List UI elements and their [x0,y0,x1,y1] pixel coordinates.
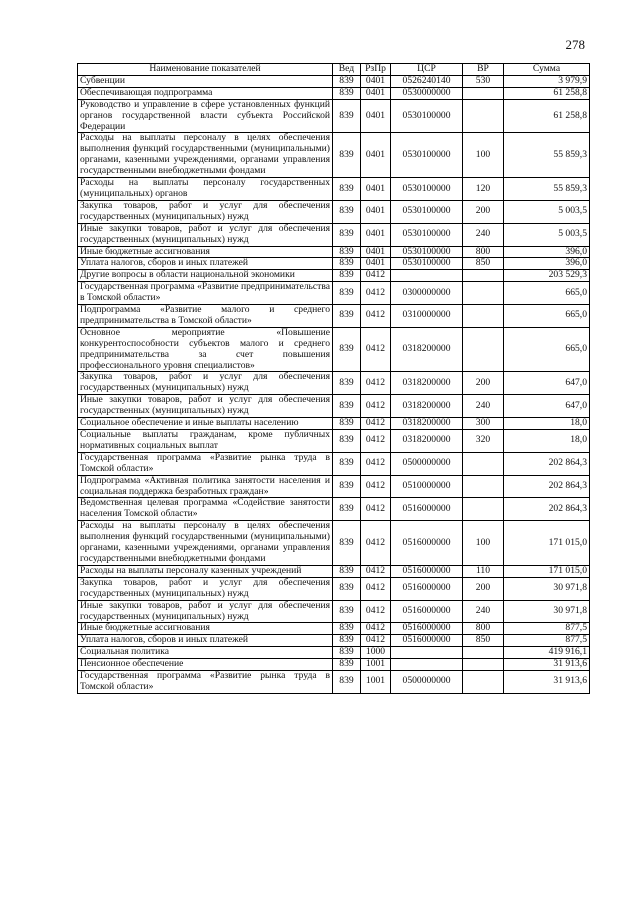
header-csr: ЦСР [391,64,463,76]
row-sum: 61 258,8 [504,87,590,99]
row-sum: 203 529,3 [504,270,590,282]
row-csr: 0510000000 [391,475,463,498]
row-name: Уплата налогов, сборов и иных платежей [78,635,333,647]
table-row [78,647,590,659]
row-csr: 0318200000 [391,430,463,453]
row-vr: 100 [463,521,504,566]
row-csr: 0318200000 [391,418,463,430]
row-ved: 839 [333,87,361,99]
row-vr: 850 [463,635,504,647]
row-name: Основное мероприятие «Повышение конкурентоспособности субъектов малого и среднего предпринимательства за счет повышения профессионального уровня специалистов» [78,327,333,372]
row-rzpr: 0401 [361,223,391,246]
row-name: Социальные выплаты гражданам, кроме публичных нормативных социальных выплат [78,430,333,453]
header-row [78,64,590,76]
row-name: Социальная политика [78,647,333,659]
row-sum: 419 916,1 [504,647,590,659]
row-vr: 110 [463,565,504,577]
row-name: Подпрограмма «Активная политика занятости населения и социальная поддержка безработных граждан» [78,475,333,498]
table-row [78,430,590,453]
row-vr [463,659,504,671]
row-ved: 839 [333,659,361,671]
row-rzpr: 0412 [361,395,391,418]
header-name: Наименование показателей [78,64,333,76]
row-name: Государственная программа «Развитие рынка труда в Томской области» [78,671,333,694]
row-ved: 839 [333,282,361,305]
row-vr [463,498,504,521]
row-rzpr: 0412 [361,565,391,577]
row-ved: 839 [333,452,361,475]
row-rzpr: 1001 [361,659,391,671]
row-vr [463,671,504,694]
row-rzpr: 0401 [361,99,391,133]
row-rzpr: 0412 [361,577,391,600]
table-row [78,270,590,282]
table-row [78,133,590,178]
page-number: 278 [565,37,585,52]
row-sum: 877,5 [504,623,590,635]
row-name: Закупка товаров, работ и услуг для обеспечения государственных (муниципальных) нужд [78,200,333,223]
row-csr: 0530000000 [391,87,463,99]
row-sum: 18,0 [504,430,590,453]
row-sum: 30 971,8 [504,600,590,623]
row-rzpr: 0412 [361,270,391,282]
row-vr: 100 [463,133,504,178]
row-ved: 839 [333,133,361,178]
row-csr: 0500000000 [391,452,463,475]
row-rzpr: 0412 [361,372,391,395]
row-rzpr: 0412 [361,475,391,498]
row-ved: 839 [333,577,361,600]
row-vr [463,99,504,133]
budget-table [77,63,590,694]
row-ved: 839 [333,521,361,566]
row-csr: 0318200000 [391,372,463,395]
table-row [78,577,590,600]
row-vr [463,87,504,99]
row-name: Государственная программа «Развитие предпринимательства в Томской области» [78,282,333,305]
row-name: Иные закупки товаров, работ и услуг для обеспечения государственных (муниципальных) нужд [78,600,333,623]
table-row [78,305,590,328]
row-sum: 665,0 [504,305,590,328]
row-sum: 202 864,3 [504,498,590,521]
table-row [78,565,590,577]
row-vr: 850 [463,258,504,270]
row-name: Субвенции [78,75,333,87]
row-rzpr: 0412 [361,452,391,475]
row-csr: 0530100000 [391,223,463,246]
row-csr: 0516000000 [391,521,463,566]
row-vr: 530 [463,75,504,87]
row-csr: 0516000000 [391,623,463,635]
row-name: Ведомственная целевая программа «Содействие занятости населения Томской области» [78,498,333,521]
row-vr: 200 [463,577,504,600]
row-vr: 300 [463,418,504,430]
row-ved: 839 [333,200,361,223]
row-name: Подпрограмма «Развитие малого и среднего предпринимательства в Томской области» [78,305,333,328]
row-name: Расходы на выплаты персоналу казенных учреждений [78,565,333,577]
row-vr [463,475,504,498]
table-body [78,75,590,693]
row-sum: 31 913,6 [504,671,590,694]
row-vr [463,305,504,328]
row-name: Иные закупки товаров, работ и услуг для обеспечения государственных (муниципальных) нужд [78,223,333,246]
row-name: Расходы на выплаты персоналу государственных (муниципальных) органов [78,178,333,201]
row-sum: 202 864,3 [504,452,590,475]
row-sum: 55 859,3 [504,133,590,178]
table-row [78,99,590,133]
table-row [78,452,590,475]
row-sum: 396,0 [504,258,590,270]
row-rzpr: 0412 [361,600,391,623]
row-rzpr: 0401 [361,200,391,223]
row-ved: 839 [333,372,361,395]
row-name: Закупка товаров, работ и услуг для обеспечения государственных (муниципальных) нужд [78,372,333,395]
row-ved: 839 [333,178,361,201]
row-rzpr: 1001 [361,671,391,694]
row-csr: 0530100000 [391,258,463,270]
table-row [78,418,590,430]
row-csr [391,659,463,671]
row-name: Другие вопросы в области национальной экономики [78,270,333,282]
header-vr: ВР [463,64,504,76]
table-row [78,475,590,498]
row-csr: 0300000000 [391,282,463,305]
row-ved: 839 [333,647,361,659]
row-rzpr: 0401 [361,75,391,87]
row-rzpr: 0412 [361,418,391,430]
table-row [78,200,590,223]
header-rzpr: РзПр [361,64,391,76]
row-name: Расходы на выплаты персоналу в целях обеспечения выполнения функций государственными (муниципальными) органами, казенными учреждениями, органами управления государственными внебюджетными фондами [78,521,333,566]
row-sum: 665,0 [504,327,590,372]
row-rzpr: 0401 [361,258,391,270]
table-row [78,600,590,623]
row-rzpr: 0401 [361,133,391,178]
row-sum: 30 971,8 [504,577,590,600]
table-row [78,635,590,647]
row-csr: 0530100000 [391,178,463,201]
row-ved: 839 [333,600,361,623]
row-csr: 0530100000 [391,200,463,223]
row-sum: 3 979,9 [504,75,590,87]
row-sum: 396,0 [504,246,590,258]
row-rzpr: 0412 [361,430,391,453]
row-csr: 0516000000 [391,498,463,521]
table-row [78,223,590,246]
row-vr [463,327,504,372]
row-sum: 647,0 [504,395,590,418]
row-sum: 61 258,8 [504,99,590,133]
row-name: Социальное обеспечение и иные выплаты населению [78,418,333,430]
row-ved: 839 [333,623,361,635]
row-vr [463,647,504,659]
row-csr: 0530100000 [391,99,463,133]
row-ved: 839 [333,475,361,498]
row-csr: 0310000000 [391,305,463,328]
row-vr: 800 [463,623,504,635]
row-vr: 200 [463,372,504,395]
header-sum: Сумма [504,64,590,76]
row-vr [463,452,504,475]
row-name: Уплата налогов, сборов и иных платежей [78,258,333,270]
row-sum: 5 003,5 [504,223,590,246]
row-rzpr: 0412 [361,305,391,328]
row-sum: 55 859,3 [504,178,590,201]
row-ved: 839 [333,395,361,418]
row-vr [463,270,504,282]
row-name: Закупка товаров, работ и услуг для обеспечения государственных (муниципальных) нужд [78,577,333,600]
table-row [78,498,590,521]
header-ved: Вед [333,64,361,76]
table-row [78,521,590,566]
row-rzpr: 0412 [361,282,391,305]
table-row [78,246,590,258]
table-row [78,258,590,270]
row-ved: 839 [333,671,361,694]
row-csr [391,647,463,659]
row-ved: 839 [333,418,361,430]
row-sum: 202 864,3 [504,475,590,498]
table-row [78,178,590,201]
row-csr: 0516000000 [391,635,463,647]
table-row [78,327,590,372]
row-name: Пенсионное обеспечение [78,659,333,671]
table-row [78,671,590,694]
row-ved: 839 [333,635,361,647]
row-vr: 320 [463,430,504,453]
row-name: Иные бюджетные ассигнования [78,623,333,635]
row-csr: 0530100000 [391,133,463,178]
row-rzpr: 0412 [361,498,391,521]
table-row [78,282,590,305]
row-ved: 839 [333,565,361,577]
row-name: Иные закупки товаров, работ и услуг для обеспечения государственных (муниципальных) нужд [78,395,333,418]
row-csr: 0318200000 [391,395,463,418]
row-vr: 240 [463,395,504,418]
row-sum: 171 015,0 [504,565,590,577]
row-ved: 839 [333,99,361,133]
row-vr: 240 [463,223,504,246]
row-sum: 31 913,6 [504,659,590,671]
row-rzpr: 0401 [361,178,391,201]
row-csr: 0526240140 [391,75,463,87]
row-rzpr: 0412 [361,623,391,635]
row-ved: 839 [333,258,361,270]
row-csr: 0500000000 [391,671,463,694]
table-row [78,623,590,635]
table-row [78,659,590,671]
row-rzpr: 0401 [361,87,391,99]
row-rzpr: 0412 [361,521,391,566]
row-ved: 839 [333,327,361,372]
row-rzpr: 0412 [361,327,391,372]
row-name: Иные бюджетные ассигнования [78,246,333,258]
row-csr [391,270,463,282]
row-ved: 839 [333,305,361,328]
row-vr [463,282,504,305]
row-csr: 0516000000 [391,565,463,577]
row-sum: 18,0 [504,418,590,430]
row-ved: 839 [333,498,361,521]
row-name: Обеспечивающая подпрограмма [78,87,333,99]
row-sum: 171 015,0 [504,521,590,566]
row-rzpr: 1000 [361,647,391,659]
row-vr: 120 [463,178,504,201]
row-csr: 0516000000 [391,577,463,600]
table-row [78,87,590,99]
row-ved: 839 [333,270,361,282]
row-name: Руководство и управление в сфере установленных функций органов государственной власти субъекта Российской Федерации [78,99,333,133]
row-vr: 240 [463,600,504,623]
row-sum: 877,5 [504,635,590,647]
row-rzpr: 0412 [361,635,391,647]
row-sum: 647,0 [504,372,590,395]
table-row [78,372,590,395]
row-ved: 839 [333,430,361,453]
row-ved: 839 [333,75,361,87]
row-csr: 0318200000 [391,327,463,372]
row-vr: 200 [463,200,504,223]
row-ved: 839 [333,246,361,258]
row-csr: 0516000000 [391,600,463,623]
row-vr: 800 [463,246,504,258]
table-row [78,75,590,87]
row-csr: 0530100000 [391,246,463,258]
row-ved: 839 [333,223,361,246]
row-rzpr: 0401 [361,246,391,258]
row-sum: 665,0 [504,282,590,305]
row-sum: 5 003,5 [504,200,590,223]
row-name: Расходы на выплаты персоналу в целях обеспечения выполнения функций государственными (муниципальными) органами, казенными учреждениями, органами управления государственными внебюджетными фондами [78,133,333,178]
table-row [78,395,590,418]
row-name: Государственная программа «Развитие рынка труда в Томской области» [78,452,333,475]
table-header [78,64,590,76]
